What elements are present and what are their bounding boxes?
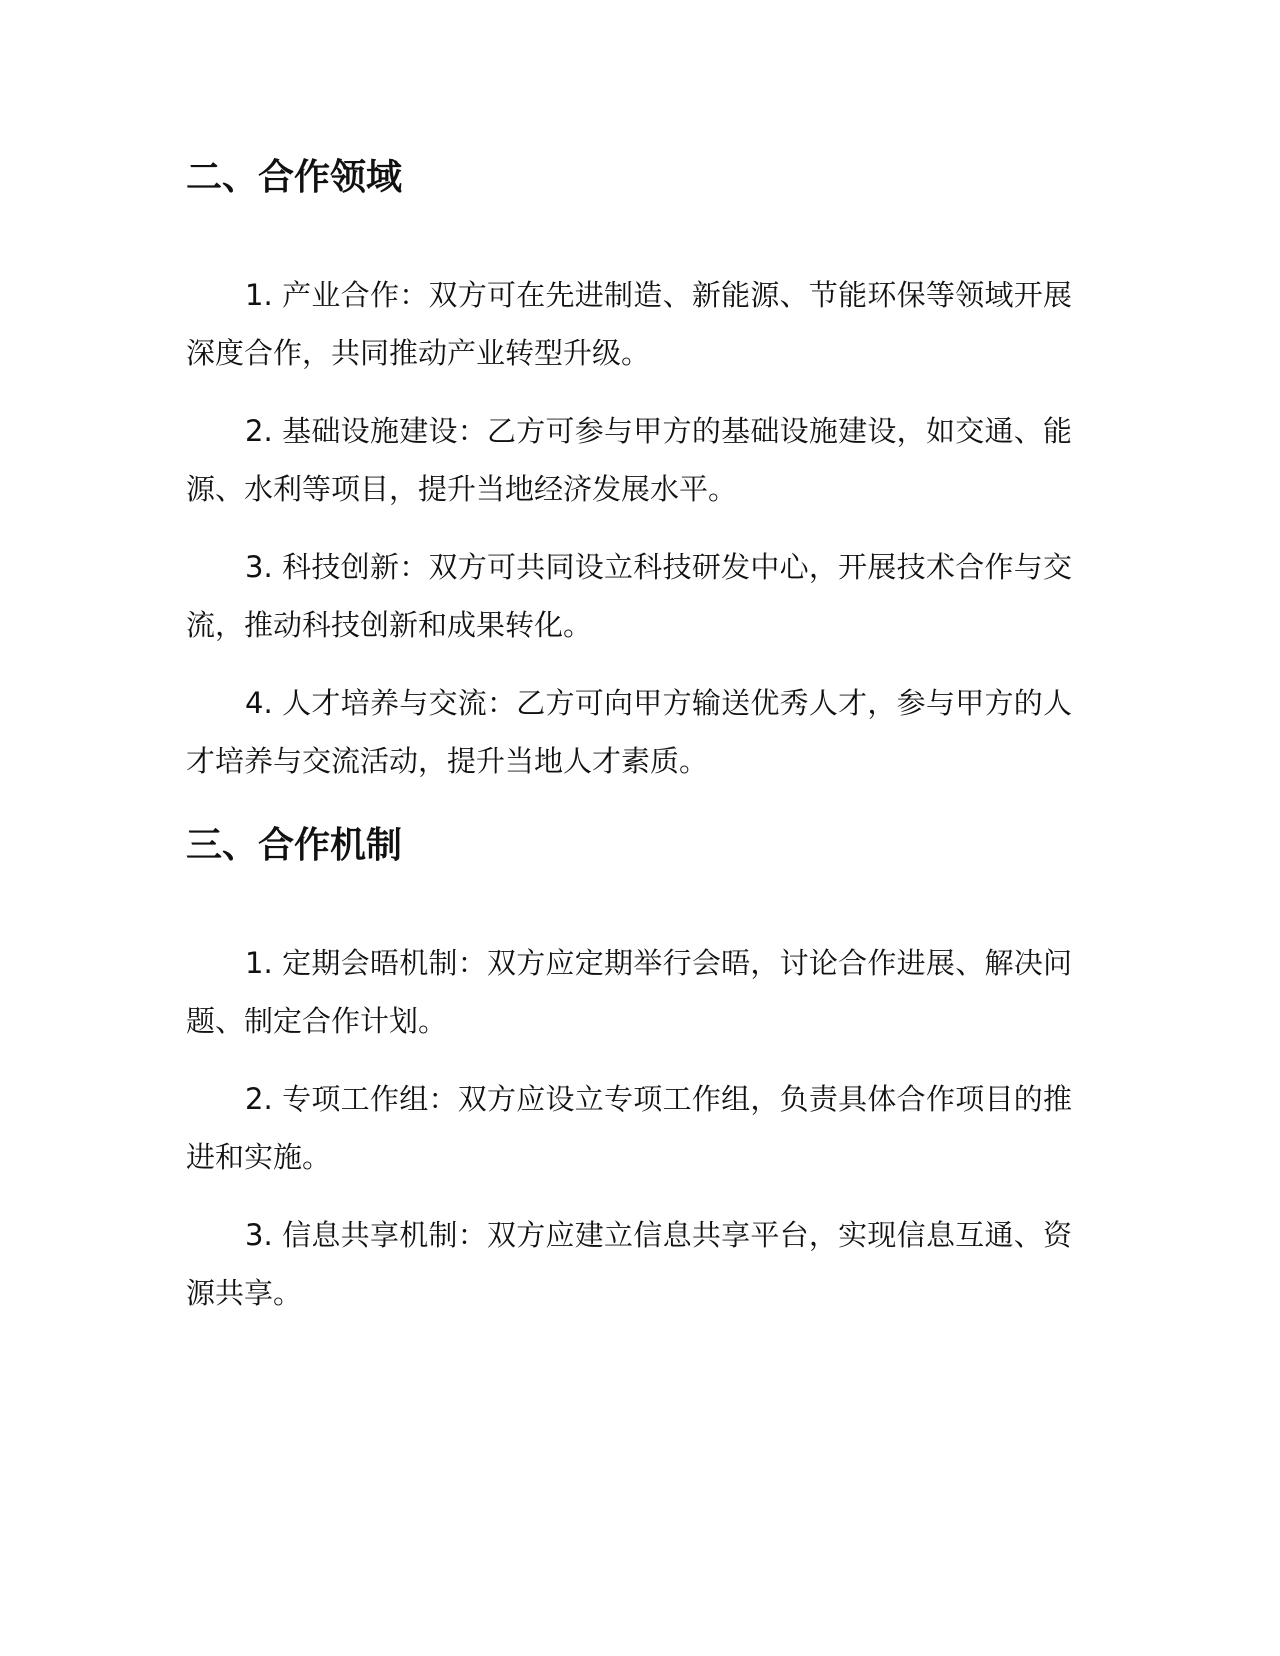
paragraph-item: 1. 定期会晤机制：双方应定期举行会晤，讨论合作进展、解决问题、制定合作计划。 — [186, 946, 1072, 1038]
paragraph-item: 3. 信息共享机制：双方应建立信息共享平台，实现信息互通、资源共享。 — [186, 1218, 1072, 1310]
document-content — [186, 150, 1072, 1322]
section-cooperation-areas — [186, 150, 1072, 790]
section-title: 三、合作机制 — [186, 825, 403, 866]
paragraph-item: 3. 科技创新：双方可共同设立科技研发中心，开展技术合作与交流，推动科技创新和成果转化。 — [186, 550, 1072, 642]
paragraph-item: 4. 人才培养与交流：乙方可向甲方输送优秀人才，参与甲方的人才培养与交流活动，提升当地人才素质。 — [186, 686, 1072, 778]
section-title: 二、合作领域 — [186, 157, 403, 198]
paragraph-item: 2. 专项工作组：双方应设立专项工作组，负责具体合作项目的推进和实施。 — [186, 1082, 1072, 1174]
paragraph-item: 2. 基础设施建设：乙方可参与甲方的基础设施建设，如交通、能源、水利等项目，提升当地经济发展水平。 — [186, 414, 1072, 506]
section-cooperation-mechanism — [186, 818, 1072, 1322]
paragraph-item: 1. 产业合作：双方可在先进制造、新能源、节能环保等领域开展深度合作，共同推动产业转型升级。 — [186, 278, 1072, 370]
